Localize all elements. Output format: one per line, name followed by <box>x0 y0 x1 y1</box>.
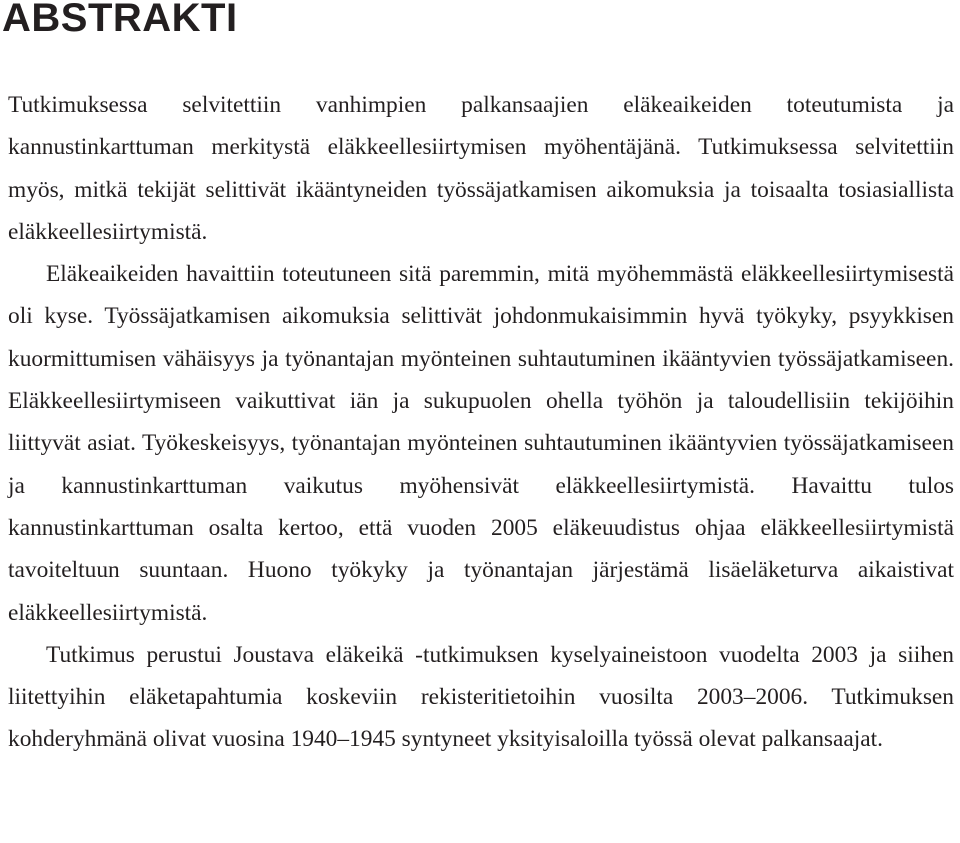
abstract-paragraph-3: Tutkimus perustui Joustava eläkeikä -tutkimuksen kyselyaineistoon vuodelta 2003 ja siihen liitettyihin eläketapahtumia koskeviin rekisteritietoihin vuosilta 2003–2006. Tutkimuksen kohderyhmänä olivat vuosina 1940–1945 syntyneet yksityisaloilla työssä olevat palkansaajat. <box>8 641 954 753</box>
abstract-paragraph-1: Tutkimuksessa selvitettiin vanhimpien palkansaajien eläkeaikeiden toteutumista ja kannustinkarttuman merkitystä eläkkeellesiirtymisen myöhentäjänä. Tutkimuksessa selvitettiin myös, mitkä tekijät selittivät ikääntyneiden työssäjatkamisen aikomuksia ja toisaalta tosiasiallista eläkkeellesiirtymistä. <box>8 92 954 245</box>
abstract-body <box>8 84 954 761</box>
page-title: ABSTRAKTI <box>2 0 238 40</box>
abstract-paragraph-2: Eläkeaikeiden havaittiin toteutuneen sitä paremmin, mitä myöhemmästä eläkkeellesiirtymisestä oli kyse. Työssäjatkamisen aikomuksia selittivät johdonmukaisimmin hyvä työkyky, psyykkisen kuormittumisen vähäisyys ja työnantajan myönteinen suhtautuminen ikääntyvien työssäjatkamiseen. Eläkkeellesiirtymiseen vaikuttivat iän ja sukupuolen ohella työhön ja taloudellisiin tekijöihin liittyvät asiat. Työkeskeisyys, työnantajan myönteinen suhtautuminen ikääntyvien työssäjatkamiseen ja kannustinkarttuman vaikutus myöhensivät eläkkeellesiirtymistä. Havaittu tulos kannustinkarttuman osalta kertoo, että vuoden 2005 eläkeuudistus ohjaa eläkkeellesiirtymistä tavoiteltuun suuntaan. Huono työkyky ja työnantajan järjestämä lisäeläketurva aikaistivat eläkkeellesiirtymistä. <box>8 261 954 626</box>
